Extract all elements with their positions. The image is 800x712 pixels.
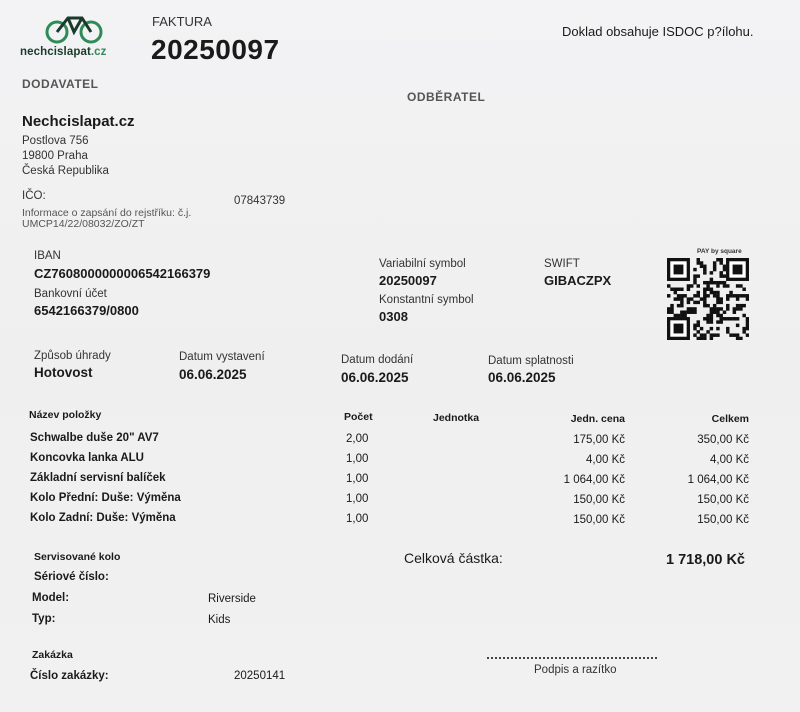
supplier-address-line: Česká Republika: [22, 165, 109, 177]
item-total: 150,00 Kč: [697, 514, 749, 526]
order-number-value: 20250141: [234, 670, 286, 682]
bike-model-label: Model:: [32, 592, 70, 604]
supplier-title: DODAVATEL: [22, 77, 99, 91]
payment-method-label: Způsob úhrady: [34, 350, 111, 362]
supplier-address-line: 19800 Praha: [22, 150, 88, 162]
var-symbol-label: Variabilní symbol: [379, 258, 466, 270]
item-name: Koncovka lanka ALU: [30, 452, 144, 464]
const-symbol-label: Konstantní symbol: [379, 294, 474, 306]
supplier-name: Nechcislapat.cz: [22, 113, 135, 130]
registry-note: UMCP14/22/08032/ZO/ZT: [22, 218, 145, 230]
signature-label: Podpis a razítko: [534, 664, 617, 676]
iban-value: CZ7608000000006542166379: [34, 266, 211, 281]
due-date-value: 06.06.2025: [488, 370, 556, 385]
item-qty: 1,00: [346, 493, 369, 505]
item-name: Základní servisní balíček: [30, 472, 166, 484]
bike-section-title: Servisované kolo: [34, 551, 121, 563]
issue-date-label: Datum vystavení: [179, 351, 265, 363]
item-name: Kolo Přední: Duše: Výměna: [30, 492, 181, 504]
iban-label: IBAN: [34, 250, 61, 262]
bicycle-icon: [44, 12, 104, 44]
item-unit-price: 175,00 Kč: [573, 434, 625, 446]
payment-method-value: Hotovost: [34, 365, 93, 380]
item-name: Kolo Zadní: Duše: Výměna: [30, 512, 176, 524]
item-qty: 1,00: [346, 513, 369, 525]
ico-value: 07843739: [234, 195, 286, 207]
issue-date-value: 06.06.2025: [179, 367, 247, 382]
item-qty: 1,00: [346, 453, 369, 465]
ico-label: IČO:: [22, 190, 46, 202]
delivery-date-label: Datum dodání: [341, 354, 414, 366]
item-unit-price: 150,00 Kč: [573, 514, 625, 526]
order-number-label: Číslo zakázky:: [30, 670, 109, 682]
col-header-name: Název položky: [29, 409, 102, 421]
col-header-unit-price: Jedn. cena: [570, 413, 625, 425]
bike-model-value: Riverside: [208, 593, 256, 605]
item-qty: 1,00: [346, 473, 369, 485]
item-total: 1 064,00 Kč: [687, 474, 749, 486]
registry-note: Informace o zapsání do rejstříku: č.j.: [22, 207, 192, 219]
swift-value: GIBACZPX: [544, 273, 612, 288]
col-header-total: Celkem: [711, 413, 749, 425]
account-label: Bankovní účet: [34, 288, 107, 300]
bike-serial-label: Sériové číslo:: [34, 571, 109, 583]
total-label: Celková částka:: [404, 550, 503, 566]
due-date-label: Datum splatnosti: [488, 355, 574, 367]
var-symbol-value: 20250097: [379, 273, 437, 288]
item-unit-price: 1 064,00 Kč: [563, 474, 625, 486]
col-header-unit: Jednotka: [433, 412, 480, 424]
invoice-number: 20250097: [151, 34, 280, 65]
item-unit-price: 4,00 Kč: [586, 454, 625, 466]
swift-label: SWIFT: [544, 258, 580, 270]
qr-code-icon: [667, 258, 749, 340]
brand-wordmark: nechcislapat.cz: [20, 46, 107, 58]
bike-type-label: Typ:: [32, 613, 56, 625]
total-value: 1 718,00 Kč: [665, 552, 745, 568]
order-section-title: Zakázka: [32, 649, 73, 661]
col-header-qty: Počet: [344, 411, 373, 423]
account-value: 6542166379/0800: [34, 303, 139, 318]
item-name: Schwalbe duše 20" AV7: [30, 432, 159, 444]
supplier-address-line: Postlova 756: [22, 135, 89, 147]
invoice-label: FAKTURA: [152, 14, 212, 29]
qr-caption: PAY by square: [697, 248, 742, 255]
item-unit-price: 150,00 Kč: [573, 494, 625, 506]
item-qty: 2,00: [346, 433, 369, 445]
signature-line: [487, 657, 657, 659]
isdoc-note: Doklad obsahuje ISDOC p?ílohu.: [562, 24, 754, 39]
bike-type-value: Kids: [208, 614, 231, 626]
delivery-date-value: 06.06.2025: [341, 370, 409, 385]
const-symbol-value: 0308: [379, 309, 408, 324]
customer-title: ODBĚRATEL: [407, 90, 486, 104]
item-total: 350,00 Kč: [697, 434, 749, 446]
brand-logo: [20, 12, 130, 67]
item-total: 4,00 Kč: [710, 454, 749, 466]
item-total: 150,00 Kč: [697, 494, 749, 506]
